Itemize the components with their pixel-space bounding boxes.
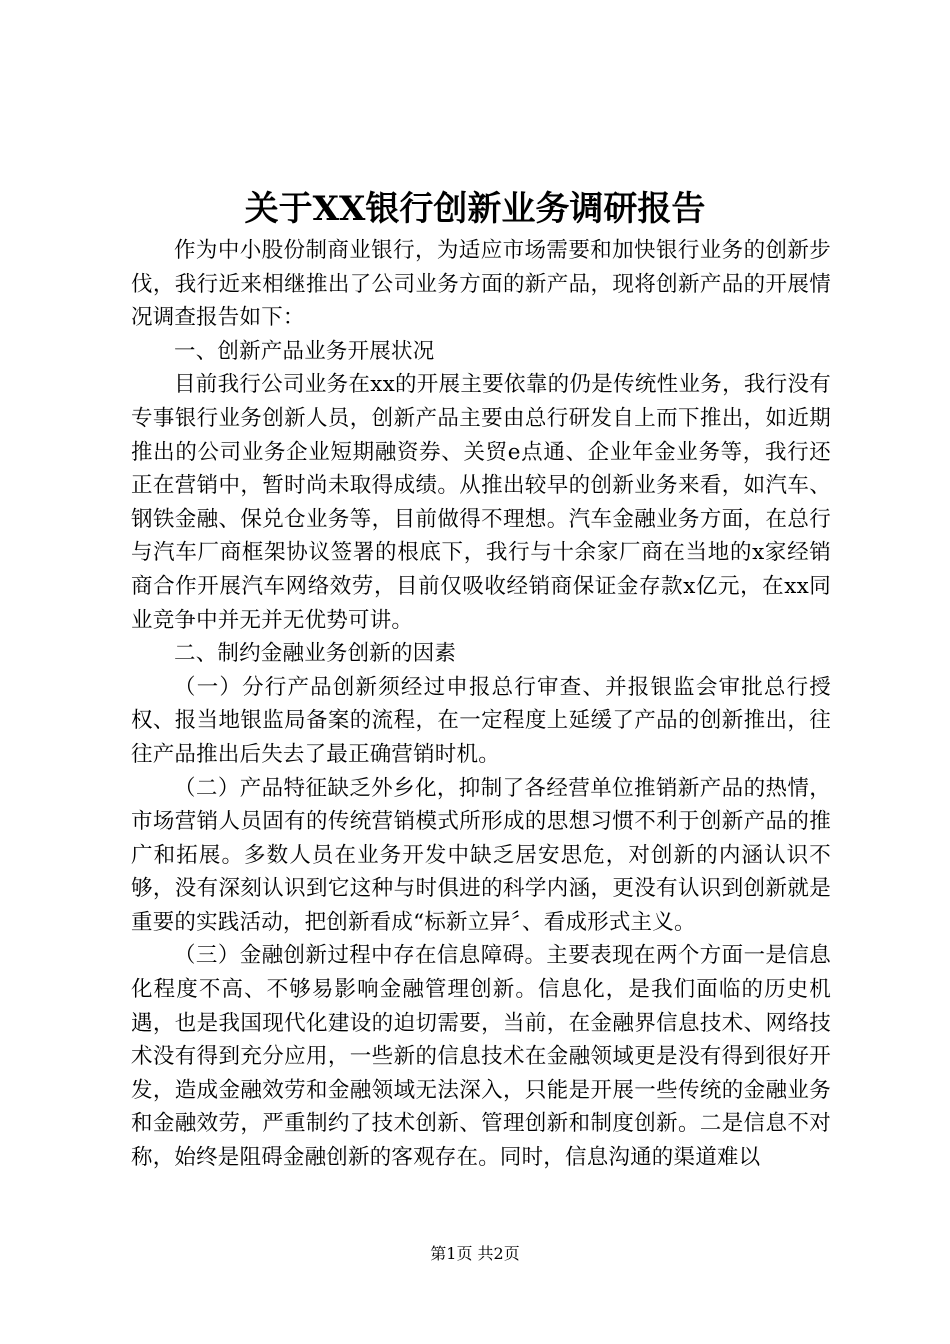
paragraph-factor-3: （三）金融创新过程中存在信息障碍。主要表现在两个方面一是信息化程度不高、不够易影响金融管理创新。信息化，是我们面临的历史机遇，也是我国现代化建设的迫切需要，当前，在金融界信息技术、网络技术没有得到充分应用，一些新的信息技术在金融领域更是没有得到很好开发，造成金融效劳和金融领域无法深入，只能是开展一些传统的金融业务和金融效劳，严重制约了技术创新、管理创新和制度创新。二是信息不对称，始终是阻碍金融创新的客观存在。同时，信息沟通的渠道难以 (131, 943, 831, 1171)
section-heading-2: 二、制约金融业务创新的因素 (174, 641, 457, 667)
paragraph-factor-2: （二）产品特征缺乏外乡化，抑制了各经营单位推销新产品的热情，市场营销人员固有的传统营销模式所形成的思想习惯不利于创新产品的推广和拓展。多数人员在业务开发中缺乏居安思危，对创新的内涵认识不够，没有深刻认识到它这种与时俱进的科学内涵，更没有认识到创新就是重要的实践活动，把创新看成“标新立异〞、看成形式主义。 (131, 775, 831, 935)
paragraph-intro: 作为中小股份制商业银行，为适应市场需要和加快银行业务的创新步伐，我行近来相继推出了公司业务方面的新产品，现将创新产品的开展情况调查报告如下： (131, 238, 831, 331)
section-heading-1: 一、创新产品业务开展状况 (174, 338, 435, 364)
document-title: 关于XX银行创新业务调研报告 (244, 189, 706, 229)
document-body (131, 234, 831, 1175)
paragraph-status: 目前我行公司业务在xx的开展主要依靠的仍是传统性业务，我行没有专事银行业务创新人员，创新产品主要由总行研发自上而下推出，如近期推出的公司业务企业短期融资券、关贸e点通、企业年金业务等，我行还正在营销中，暂时尚未取得成绩。从推出较早的创新业务来看，如汽车、钢铁金融、保兑仓业务等，目前做得不理想。汽车金融业务方面，在总行与汽车厂商框架协议签署的根底下，我行与十余家厂商在当地的x家经销商合作开展汽车网络效劳，目前仅吸收经销商保证金存款x亿元，在xx同业竞争中并无并无优势可讲。 (131, 372, 831, 633)
paragraph-factor-1: （一）分行产品创新须经过申报总行审查、并报银监会审批总行授权、报当地银监局备案的流程，在一定程度上延缓了产品的创新推出，往往产品推出后失去了最正确营销时机。 (131, 674, 831, 767)
page-footer: 第1页 共2页 (430, 1244, 520, 1263)
